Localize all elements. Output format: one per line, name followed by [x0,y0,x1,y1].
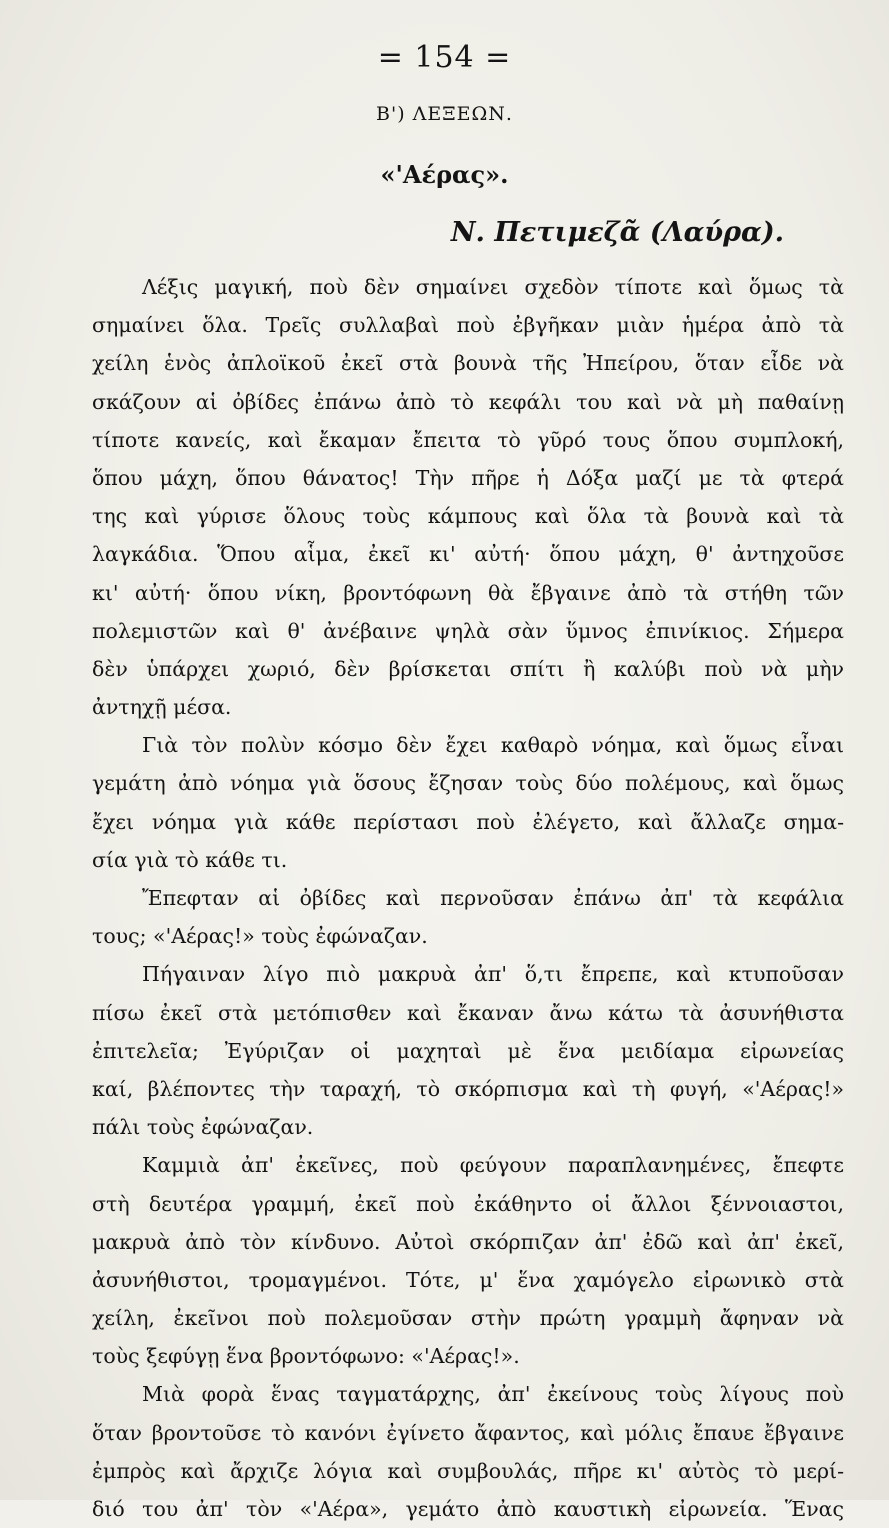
text-line: λαγκάδια. Ὅπου αἷμα, ἐκεῖ κι' αὐτή· ὅπου μάχη, θ' ἀντηχοῦσε [92,542,844,567]
text-line: Ἔπεφταν αἱ ὀβίδες καὶ περνοῦσαν ἐπάνω ἀπ' τὰ κεφάλια [142,886,844,910]
author-name: Ν. Πετιμεζᾶ (Λαύρα). [450,217,784,248]
essay-title: «'Αέρας». [380,160,509,189]
text-line: πάλι τοὺς ἐφώναζαν. [92,1115,314,1140]
text-line: σημαίνει ὅλα. Τρεῖς συλλαβαὶ ποὺ ἐβγῆκαν μιὰν ἡμέρα ἀπὸ τὰ [92,313,844,338]
text-line: ὅταν βροντοῦσε τὸ κανόνι ἐγίνετο ἄφαντος, καὶ μόλις ἔπαυε ἔβγαινε [92,1420,844,1445]
text-line: Μιὰ φορὰ ἕνας ταγματάρχης, ἀπ' ἐκείνους τοὺς λίγους ποὺ [142,1382,844,1407]
text-line: Καμμιὰ ἀπ' ἐκεῖνες, ποὺ φεύγουν παραπλανημένες, ἔπεφτε [142,1153,844,1178]
text-line: διό του ἀπ' τὸν «'Αέρα», γεμάτο ἀπὸ καυστικὴ εἰρωνεία. Ἕνας [92,1497,844,1521]
text-line: χείλη ἑνὸς ἀπλοϊκοῦ ἐκεῖ στὰ βουνὰ τῆς Ἠπείρου, ὅταν εἶδε νὰ [92,351,844,376]
text-line: στὴ δευτέρα γραμμή, ἐκεῖ ποὺ ἐκάθηντο οἱ ἄλλοι ξέννοιαστοι, [92,1191,844,1216]
text-line: της καὶ γύρισε ὅλους τοὺς κάμπους καὶ ὅλα τὰ βουνὰ καὶ τὰ [92,504,844,529]
text-line: τίποτε κανείς, καὶ ἔκαμαν ἔπειτα τὸ γῦρό τους ὅπου συμπλοκή, [92,427,844,452]
text-line: τους; «'Αέρας!» τοὺς ἐφώναζαν. [92,924,428,949]
text-line: ἀντηχῇ μέσα. [92,695,232,720]
text-line: πίσω ἐκεῖ στὰ μετόπισθεν καὶ ἔκαναν ἄνω κάτω τὰ ἀσυνήθιστα [92,1000,844,1025]
text-line: πολεμιστῶν καὶ θ' ἀνέβαινε ψηλὰ σὰν ὕμνος ἐπινίκιος. Σήμερα [92,618,844,643]
text-line: σκάζουν αἱ ὀβίδες ἐπάνω ἀπὸ τὸ κεφάλι του καὶ νὰ μὴ παθαίνῃ [92,389,844,414]
section-heading: Β') ΛΕΞΕΩΝ. [376,103,513,125]
text-line: ἀσυνήθιστοι, τρομαγμένοι. Τότε, μ' ἕνα χαμόγελο εἰρωνικὸ στὰ [92,1267,844,1292]
text-line: Γιὰ τὸν πολὺν κόσμο δὲν ἔχει καθαρὸ νόημα, καὶ ὅμως εἶναι [142,733,844,758]
text-line: καί, βλέποντες τὴν ταραχή, τὸ σκόρπισμα καὶ τὴ φυγή, «'Αέρας!» [92,1076,844,1101]
text-line: ἐμπρὸς καὶ ἄρχιζε λόγια καὶ συμβουλάς, πῆρε κι' αὐτὸς τὸ μερί- [92,1458,844,1483]
text-line: ἐπιτελεῖα; Ἐγύριζαν οἱ μαχηταὶ μὲ ἕνα μειδίαμα εἰρωνείας [92,1038,844,1063]
text-line: γεμάτη ἀπὸ νόημα γιὰ ὅσους ἔζησαν τοὺς δύο πολέμους, καὶ ὅμως [92,771,844,796]
text-line: Πήγαιναν λίγο πιὸ μακρυὰ ἀπ' ὅ,τι ἔπρεπε, καὶ κτυποῦσαν [142,962,844,987]
body-text [92,268,844,1528]
text-line: Λέξις μαγική, ποὺ δὲν σημαίνει σχεδὸν τίποτε καὶ ὅμως τὰ [142,275,844,299]
text-line: ἔχει νόημα γιὰ κάθε περίστασι ποὺ ἐλέγετο, καὶ ἄλλαζε σημα- [92,809,844,834]
text-line: κι' αὐτή· ὅπου νίκη, βροντόφωνη θὰ ἔβγαινε ἀπὸ τὰ στήθη τῶν [92,580,844,605]
text-line: ὅπου μάχη, ὅπου θάνατος! Τὴν πῆρε ἡ Δόξα μαζί με τὰ φτερά [92,465,844,490]
page-number: = 154 = [377,40,512,75]
text-line: χείλη, ἐκεῖνοι ποὺ πολεμοῦσαν στὴν πρώτη γραμμὴ ἄφηναν νὰ [92,1306,844,1331]
text-line: τοὺς ξεφύγῃ ἕνα βροντόφωνο: «'Αέρας!». [92,1344,520,1369]
text-line: σία γιὰ τὸ κάθε τι. [92,847,288,872]
text-line: μακρυὰ ἀπὸ τὸν κίνδυνο. Αὐτοὶ σκόρπιζαν ἀπ' ἐδῶ καὶ ἀπ' ἐκεῖ, [92,1229,844,1254]
text-line: δὲν ὑπάρχει χωριό, δὲν βρίσκεται σπίτι ἢ καλύβι ποὺ νὰ μὴν [92,656,844,681]
